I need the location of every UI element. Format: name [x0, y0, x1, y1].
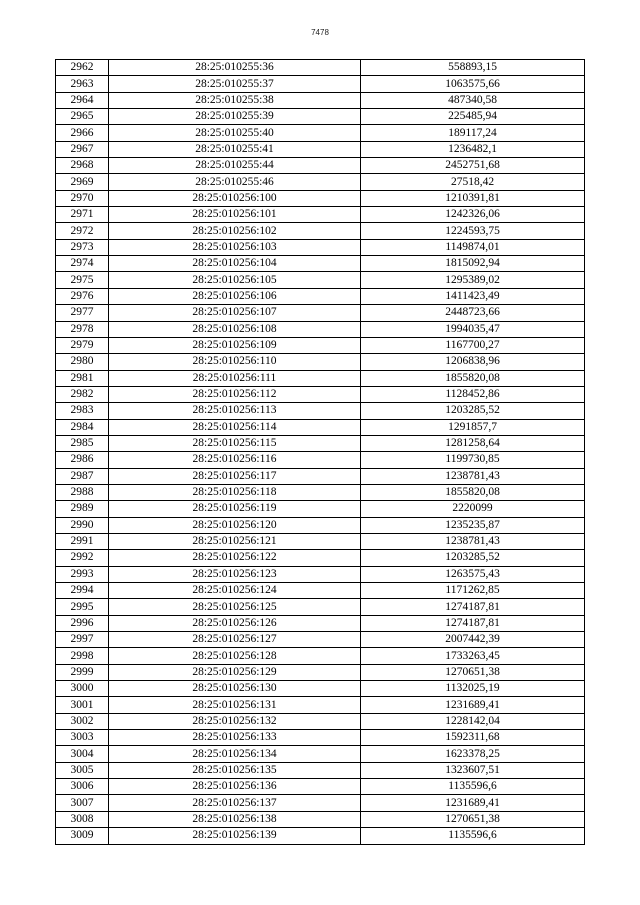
- cadastral-number-cell: 28:25:010256:129: [109, 664, 361, 680]
- table-row: [56, 403, 585, 419]
- cadastral-number-cell: 28:25:010256:111: [109, 370, 361, 386]
- cadastral-number-cell: 28:25:010256:110: [109, 354, 361, 370]
- table-row: [56, 321, 585, 337]
- row-number-cell: 2968: [56, 158, 109, 174]
- row-number-cell: 3001: [56, 697, 109, 713]
- cadastral-number-cell: 28:25:010256:130: [109, 681, 361, 697]
- row-number-cell: 2995: [56, 599, 109, 615]
- table-row: [56, 762, 585, 778]
- table-row: [56, 354, 585, 370]
- row-number-cell: 2963: [56, 76, 109, 92]
- value-cell: 1295389,02: [361, 272, 585, 288]
- value-cell: 1132025,19: [361, 681, 585, 697]
- row-number-cell: 3006: [56, 779, 109, 795]
- row-number-cell: 2965: [56, 109, 109, 125]
- table-row: [56, 583, 585, 599]
- row-number-cell: 3008: [56, 811, 109, 827]
- table-row: [56, 811, 585, 827]
- value-cell: 487340,58: [361, 92, 585, 108]
- value-cell: 225485,94: [361, 109, 585, 125]
- value-cell: 1623378,25: [361, 746, 585, 762]
- row-number-cell: 2996: [56, 615, 109, 631]
- table-row: [56, 779, 585, 795]
- cadastral-number-cell: 28:25:010256:113: [109, 403, 361, 419]
- cadastral-number-cell: 28:25:010255:44: [109, 158, 361, 174]
- value-cell: 1206838,96: [361, 354, 585, 370]
- row-number-cell: 2998: [56, 648, 109, 664]
- table-row: [56, 158, 585, 174]
- cadastral-number-cell: 28:25:010255:41: [109, 141, 361, 157]
- row-number-cell: 2983: [56, 403, 109, 419]
- value-cell: 1210391,81: [361, 190, 585, 206]
- cadastral-number-cell: 28:25:010256:133: [109, 730, 361, 746]
- table-row: [56, 60, 585, 76]
- cadastral-number-cell: 28:25:010256:135: [109, 762, 361, 778]
- row-number-cell: 2994: [56, 583, 109, 599]
- row-number-cell: 2970: [56, 190, 109, 206]
- value-cell: 1167700,27: [361, 337, 585, 353]
- cadastral-number-cell: 28:25:010256:119: [109, 501, 361, 517]
- row-number-cell: 2981: [56, 370, 109, 386]
- value-cell: 1994035,47: [361, 321, 585, 337]
- cadastral-number-cell: 28:25:010256:128: [109, 648, 361, 664]
- cadastral-number-cell: 28:25:010256:104: [109, 256, 361, 272]
- cadastral-number-cell: 28:25:010256:131: [109, 697, 361, 713]
- cadastral-number-cell: 28:25:010255:39: [109, 109, 361, 125]
- table-row: [56, 828, 585, 844]
- table-row: [56, 632, 585, 648]
- table-row: [56, 501, 585, 517]
- table-row: [56, 648, 585, 664]
- cadastral-number-cell: 28:25:010256:103: [109, 239, 361, 255]
- cadastral-number-cell: 28:25:010256:120: [109, 517, 361, 533]
- row-number-cell: 3004: [56, 746, 109, 762]
- value-cell: 1224593,75: [361, 223, 585, 239]
- value-cell: 2220099: [361, 501, 585, 517]
- value-cell: 1592311,68: [361, 730, 585, 746]
- row-number-cell: 3003: [56, 730, 109, 746]
- table-row: [56, 730, 585, 746]
- value-cell: 1815092,94: [361, 256, 585, 272]
- page-number: 7478: [311, 28, 329, 37]
- value-cell: 1238781,43: [361, 533, 585, 549]
- table-row: [56, 125, 585, 141]
- cadastral-number-cell: 28:25:010256:136: [109, 779, 361, 795]
- cadastral-number-cell: 28:25:010255:40: [109, 125, 361, 141]
- value-cell: 1228142,04: [361, 713, 585, 729]
- row-number-cell: 2962: [56, 60, 109, 76]
- table-row: [56, 174, 585, 190]
- cadastral-number-cell: 28:25:010256:105: [109, 272, 361, 288]
- value-cell: 1263575,43: [361, 566, 585, 582]
- value-cell: 1281258,64: [361, 435, 585, 451]
- row-number-cell: 2964: [56, 92, 109, 108]
- value-cell: 1270651,38: [361, 811, 585, 827]
- cadastral-number-cell: 28:25:010256:100: [109, 190, 361, 206]
- value-cell: 1231689,41: [361, 697, 585, 713]
- value-cell: 1855820,08: [361, 484, 585, 500]
- cadastral-number-cell: 28:25:010256:109: [109, 337, 361, 353]
- row-number-cell: 2971: [56, 207, 109, 223]
- table-row: [56, 452, 585, 468]
- value-cell: 1231689,41: [361, 795, 585, 811]
- row-number-cell: 2992: [56, 550, 109, 566]
- table-row: [56, 256, 585, 272]
- row-number-cell: 2993: [56, 566, 109, 582]
- table-row: [56, 566, 585, 582]
- value-cell: 2452751,68: [361, 158, 585, 174]
- value-cell: 1274187,81: [361, 615, 585, 631]
- value-cell: 1235235,87: [361, 517, 585, 533]
- value-cell: 558893,15: [361, 60, 585, 76]
- row-number-cell: 2972: [56, 223, 109, 239]
- row-number-cell: 2985: [56, 435, 109, 451]
- table-row: [56, 517, 585, 533]
- cadastral-number-cell: 28:25:010256:114: [109, 419, 361, 435]
- cadastral-number-cell: 28:25:010256:115: [109, 435, 361, 451]
- table-row: [56, 419, 585, 435]
- row-number-cell: 2979: [56, 337, 109, 353]
- value-cell: 2448723,66: [361, 305, 585, 321]
- cadastral-number-cell: 28:25:010255:46: [109, 174, 361, 190]
- row-number-cell: 2988: [56, 484, 109, 500]
- table-body: [56, 60, 585, 845]
- value-cell: 1135596,6: [361, 828, 585, 844]
- row-number-cell: 2975: [56, 272, 109, 288]
- cadastral-number-cell: 28:25:010256:101: [109, 207, 361, 223]
- table-row: [56, 615, 585, 631]
- cadastral-number-cell: 28:25:010256:137: [109, 795, 361, 811]
- value-cell: 1274187,81: [361, 599, 585, 615]
- cadastral-number-cell: 28:25:010256:127: [109, 632, 361, 648]
- table-row: [56, 795, 585, 811]
- value-cell: 1199730,85: [361, 452, 585, 468]
- table-row: [56, 550, 585, 566]
- value-cell: 1238781,43: [361, 468, 585, 484]
- row-number-cell: 3009: [56, 828, 109, 844]
- table-row: [56, 288, 585, 304]
- value-cell: 1411423,49: [361, 288, 585, 304]
- table-row: [56, 76, 585, 92]
- row-number-cell: 2989: [56, 501, 109, 517]
- cadastral-number-cell: 28:25:010256:106: [109, 288, 361, 304]
- row-number-cell: 2978: [56, 321, 109, 337]
- cadastral-number-cell: 28:25:010256:134: [109, 746, 361, 762]
- row-number-cell: 2966: [56, 125, 109, 141]
- cadastral-number-cell: 28:25:010256:122: [109, 550, 361, 566]
- value-cell: 1236482,1: [361, 141, 585, 157]
- table-row: [56, 533, 585, 549]
- row-number-cell: 2982: [56, 386, 109, 402]
- cadastral-number-cell: 28:25:010256:102: [109, 223, 361, 239]
- cadastral-number-cell: 28:25:010256:112: [109, 386, 361, 402]
- row-number-cell: 2976: [56, 288, 109, 304]
- table-row: [56, 484, 585, 500]
- table-row: [56, 370, 585, 386]
- value-cell: 1063575,66: [361, 76, 585, 92]
- table-row: [56, 386, 585, 402]
- table-row: [56, 141, 585, 157]
- cadastral-value-table: [55, 59, 585, 845]
- table-row: [56, 713, 585, 729]
- row-number-cell: 2967: [56, 141, 109, 157]
- table-row: [56, 92, 585, 108]
- table-row: [56, 468, 585, 484]
- row-number-cell: 3002: [56, 713, 109, 729]
- cadastral-number-cell: 28:25:010255:37: [109, 76, 361, 92]
- table-row: [56, 435, 585, 451]
- row-number-cell: 2999: [56, 664, 109, 680]
- row-number-cell: 2990: [56, 517, 109, 533]
- row-number-cell: 2969: [56, 174, 109, 190]
- value-cell: 189117,24: [361, 125, 585, 141]
- value-cell: 27518,42: [361, 174, 585, 190]
- row-number-cell: 3005: [56, 762, 109, 778]
- table-row: [56, 664, 585, 680]
- cadastral-number-cell: 28:25:010256:132: [109, 713, 361, 729]
- value-cell: 1203285,52: [361, 403, 585, 419]
- table-row: [56, 305, 585, 321]
- value-cell: 1291857,7: [361, 419, 585, 435]
- table-row: [56, 223, 585, 239]
- row-number-cell: 2987: [56, 468, 109, 484]
- table-row: [56, 697, 585, 713]
- cadastral-number-cell: 28:25:010255:38: [109, 92, 361, 108]
- value-cell: 1242326,06: [361, 207, 585, 223]
- value-cell: 1171262,85: [361, 583, 585, 599]
- cadastral-number-cell: 28:25:010256:126: [109, 615, 361, 631]
- row-number-cell: 2974: [56, 256, 109, 272]
- cadastral-number-cell: 28:25:010256:123: [109, 566, 361, 582]
- cadastral-number-cell: 28:25:010256:138: [109, 811, 361, 827]
- cadastral-number-cell: 28:25:010256:117: [109, 468, 361, 484]
- cadastral-number-cell: 28:25:010255:36: [109, 60, 361, 76]
- table-row: [56, 337, 585, 353]
- table-row: [56, 599, 585, 615]
- row-number-cell: 2977: [56, 305, 109, 321]
- cadastral-number-cell: 28:25:010256:118: [109, 484, 361, 500]
- cadastral-number-cell: 28:25:010256:116: [109, 452, 361, 468]
- table-row: [56, 746, 585, 762]
- table-row: [56, 109, 585, 125]
- table-row: [56, 239, 585, 255]
- cadastral-number-cell: 28:25:010256:108: [109, 321, 361, 337]
- row-number-cell: 2973: [56, 239, 109, 255]
- cadastral-number-cell: 28:25:010256:121: [109, 533, 361, 549]
- cadastral-number-cell: 28:25:010256:107: [109, 305, 361, 321]
- value-cell: 1203285,52: [361, 550, 585, 566]
- row-number-cell: 3007: [56, 795, 109, 811]
- value-cell: 1149874,01: [361, 239, 585, 255]
- table-row: [56, 681, 585, 697]
- row-number-cell: 2997: [56, 632, 109, 648]
- row-number-cell: 2980: [56, 354, 109, 370]
- cadastral-number-cell: 28:25:010256:125: [109, 599, 361, 615]
- table-row: [56, 272, 585, 288]
- row-number-cell: 2986: [56, 452, 109, 468]
- cadastral-number-cell: 28:25:010256:124: [109, 583, 361, 599]
- row-number-cell: 2984: [56, 419, 109, 435]
- value-cell: 1135596,6: [361, 779, 585, 795]
- row-number-cell: 2991: [56, 533, 109, 549]
- table-row: [56, 207, 585, 223]
- value-cell: 1855820,08: [361, 370, 585, 386]
- value-cell: 2007442,39: [361, 632, 585, 648]
- value-cell: 1270651,38: [361, 664, 585, 680]
- table-row: [56, 190, 585, 206]
- row-number-cell: 3000: [56, 681, 109, 697]
- value-cell: 1323607,51: [361, 762, 585, 778]
- value-cell: 1733263,45: [361, 648, 585, 664]
- cadastral-number-cell: 28:25:010256:139: [109, 828, 361, 844]
- value-cell: 1128452,86: [361, 386, 585, 402]
